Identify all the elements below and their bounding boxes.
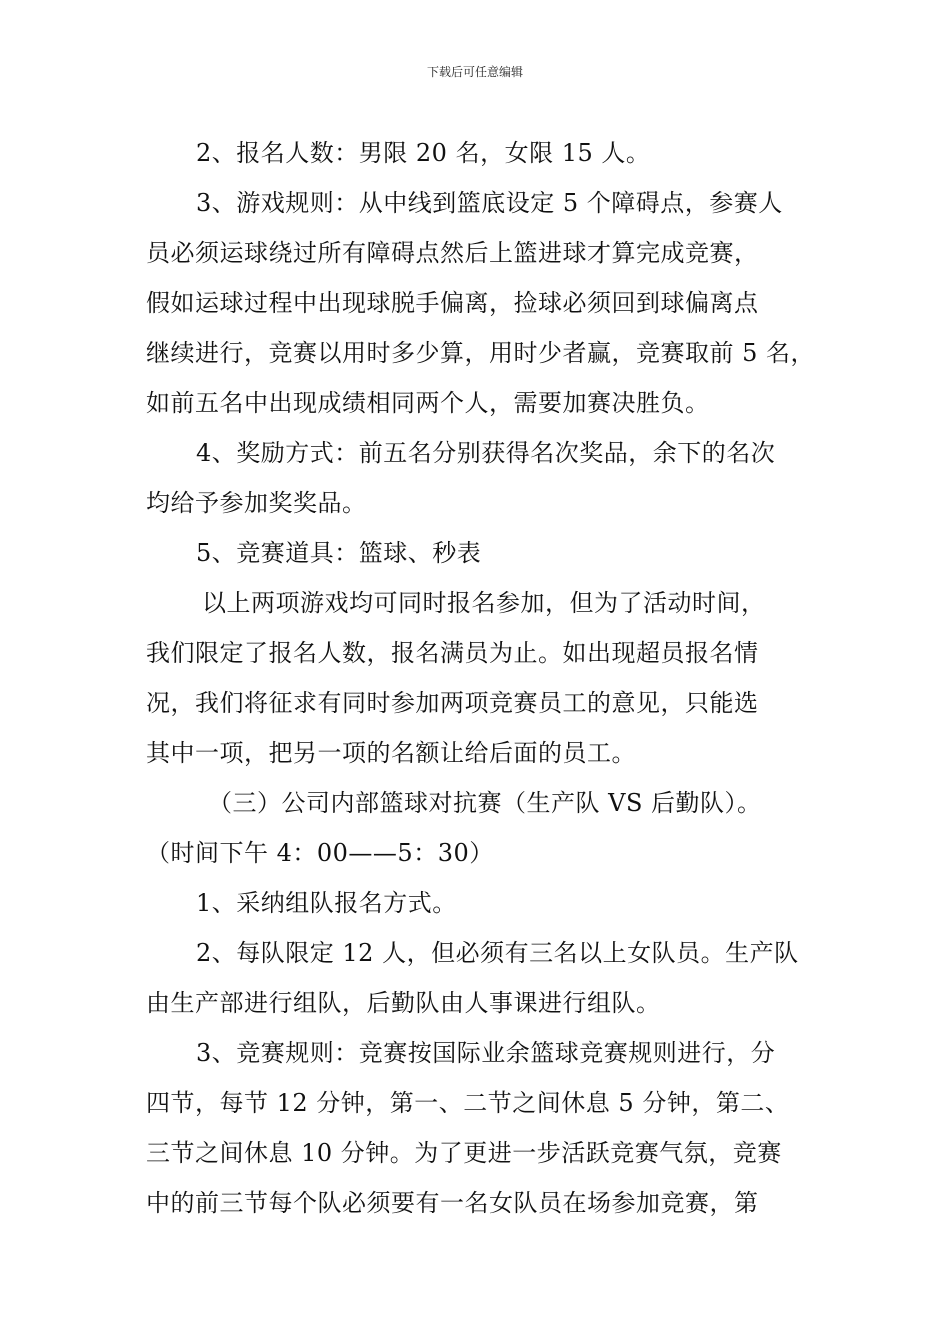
text-line: 三节之间休息 10 分钟。为了更进一步活跃竞赛气氛，竞赛 <box>146 1139 782 1167</box>
text-line: 4、奖励方式：前五名分别获得名次奖品，余下的名次 <box>196 439 776 467</box>
text-line: 如前五名中出现成绩相同两个人，需要加赛决胜负。 <box>146 389 710 417</box>
text-line: 3、竞赛规则：竞赛按国际业余篮球竞赛规则进行，分 <box>196 1039 776 1067</box>
text-line: 3、游戏规则：从中线到篮底设定 5 个障碍点，参赛人 <box>196 189 783 217</box>
text-line: 假如运球过程中出现球脱手偏离，捡球必须回到球偏离点 <box>146 289 759 317</box>
text-line: 以上两项游戏均可同时报名参加，但为了活动时间， <box>202 589 766 617</box>
text-line: 四节，每节 12 分钟，第一、二节之间休息 5 分钟，第二、 <box>146 1089 790 1117</box>
text-line: 员必须运球绕过所有障碍点然后上篮进球才算完成竞赛， <box>146 239 759 267</box>
text-line: 况，我们将征求有同时参加两项竞赛员工的意见，只能选 <box>146 689 759 717</box>
text-line: 均给予参加奖奖品。 <box>146 489 367 517</box>
page-header-note: 下载后可任意编辑 <box>426 65 523 79</box>
text-line: 5、竞赛道具：篮球、秒表 <box>196 539 482 567</box>
text-line: 中的前三节每个队必须要有一名女队员在场参加竞赛，第 <box>146 1189 759 1217</box>
text-line: 继续进行，竞赛以用时多少算，用时少者赢，竞赛取前 5 名， <box>146 339 816 367</box>
text-line: 我们限定了报名人数，报名满员为止。如出现超员报名情 <box>146 639 759 667</box>
text-line: 1、采纳组队报名方式。 <box>196 889 457 917</box>
text-line: 2、每队限定 12 人，但必须有三名以上女队员。生产队 <box>196 939 799 967</box>
document-body <box>146 128 814 1228</box>
text-line: （时间下午 4：00——5：30） <box>146 839 494 867</box>
text-line: 由生产部进行组队，后勤队由人事课进行组队。 <box>146 989 661 1017</box>
text-line: 2、报名人数：男限 20 名，女限 15 人。 <box>196 139 651 167</box>
text-line: （三）公司内部篮球对抗赛（生产队 VS 后勤队）。 <box>208 789 762 817</box>
text-line: 其中一项，把另一项的名额让给后面的员工。 <box>146 739 636 767</box>
